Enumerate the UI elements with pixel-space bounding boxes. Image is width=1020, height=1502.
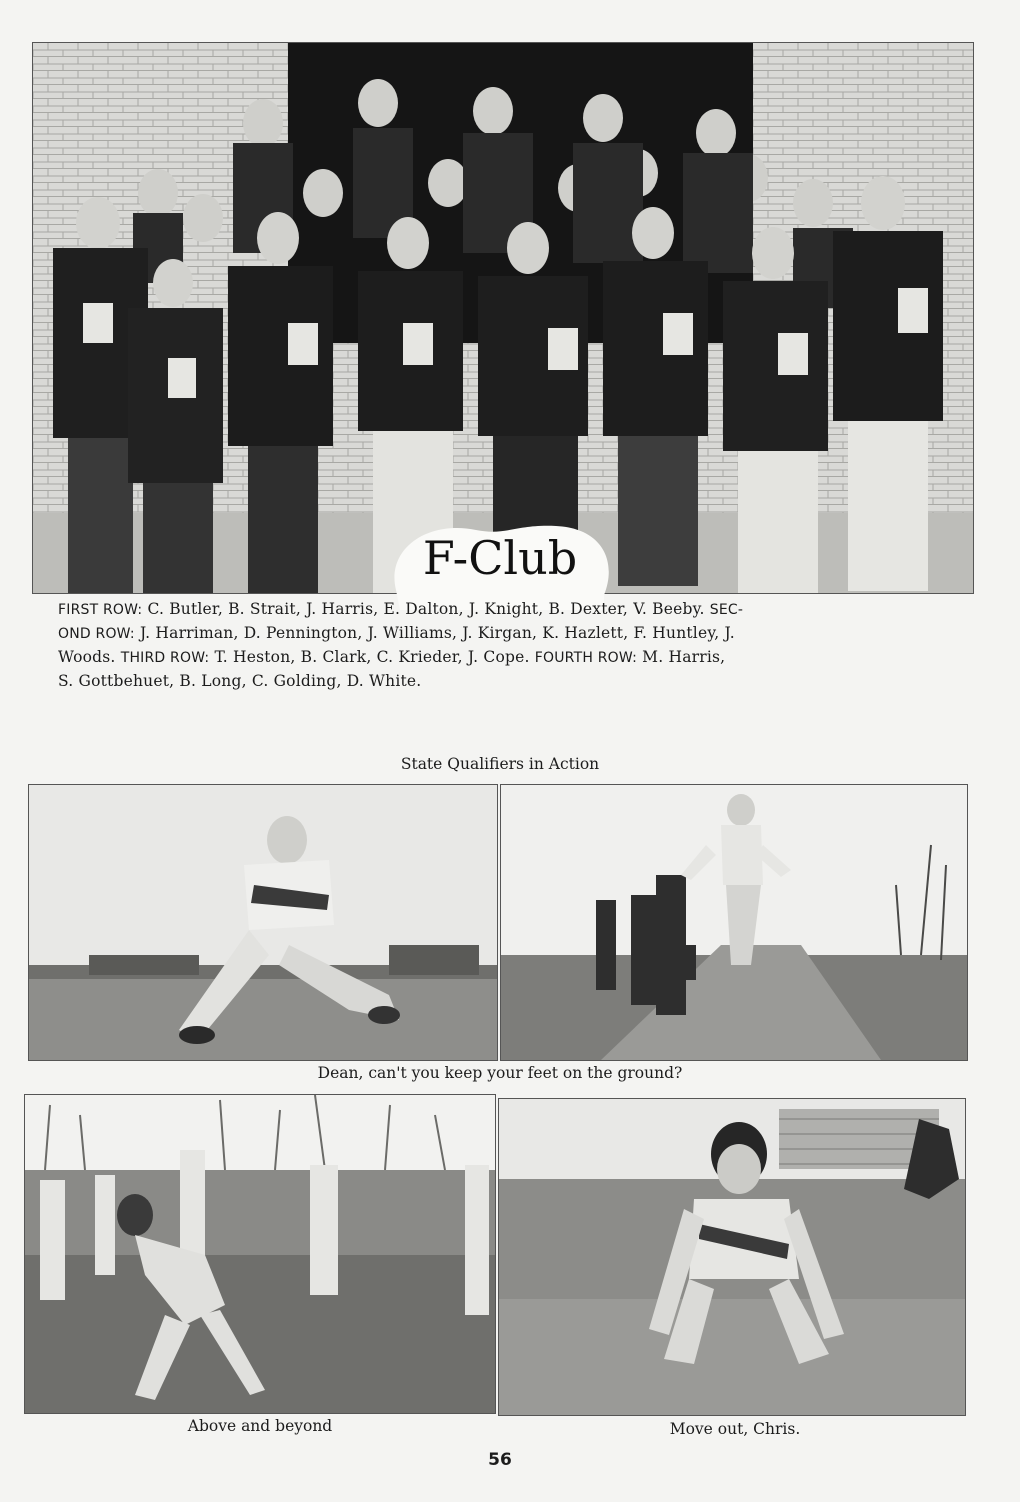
- bottom-left-caption: Above and beyond: [187, 1417, 333, 1435]
- bottom-right-caption: Move out, Chris.: [669, 1420, 801, 1438]
- first-row-label: FIRST ROW:: [58, 602, 143, 618]
- fourth-row-names-b: S. Gottbehuet, B. Long, C. Golding, D. White.: [58, 672, 422, 690]
- page-number: 56: [488, 1450, 512, 1470]
- hurdler-photo: [28, 784, 498, 1061]
- section-heading: State Qualifiers in Action: [400, 755, 600, 773]
- shot-put-photo: [24, 1094, 496, 1414]
- runner-photo: [498, 1098, 966, 1416]
- second-row-label-b: OND ROW:: [58, 626, 135, 642]
- second-row-names-b: Woods.: [58, 648, 116, 666]
- middle-caption: Dean, can't you keep your feet on the ground?: [317, 1064, 683, 1082]
- second-row-names-a: J. Harriman, D. Pennington, J. Williams, J. Kirgan, K. Hazlett, F. Huntley, J.: [139, 624, 735, 642]
- club-title: F-Club: [422, 531, 578, 585]
- broad-jump-photo: [500, 784, 968, 1061]
- third-row-label: THIRD ROW:: [120, 650, 210, 666]
- second-row-label-a: SEC-: [709, 602, 744, 618]
- fourth-row-names-a: M. Harris,: [642, 648, 726, 666]
- fourth-row-label: FOURTH ROW:: [534, 650, 638, 666]
- first-row-names: C. Butler, B. Strait, J. Harris, E. Dalton, J. Knight, B. Dexter, V. Beeby.: [147, 600, 705, 618]
- roster-caption: [58, 598, 938, 693]
- third-row-names: T. Heston, B. Clark, C. Krieder, J. Cope.: [214, 648, 530, 666]
- group-photo: [32, 42, 974, 594]
